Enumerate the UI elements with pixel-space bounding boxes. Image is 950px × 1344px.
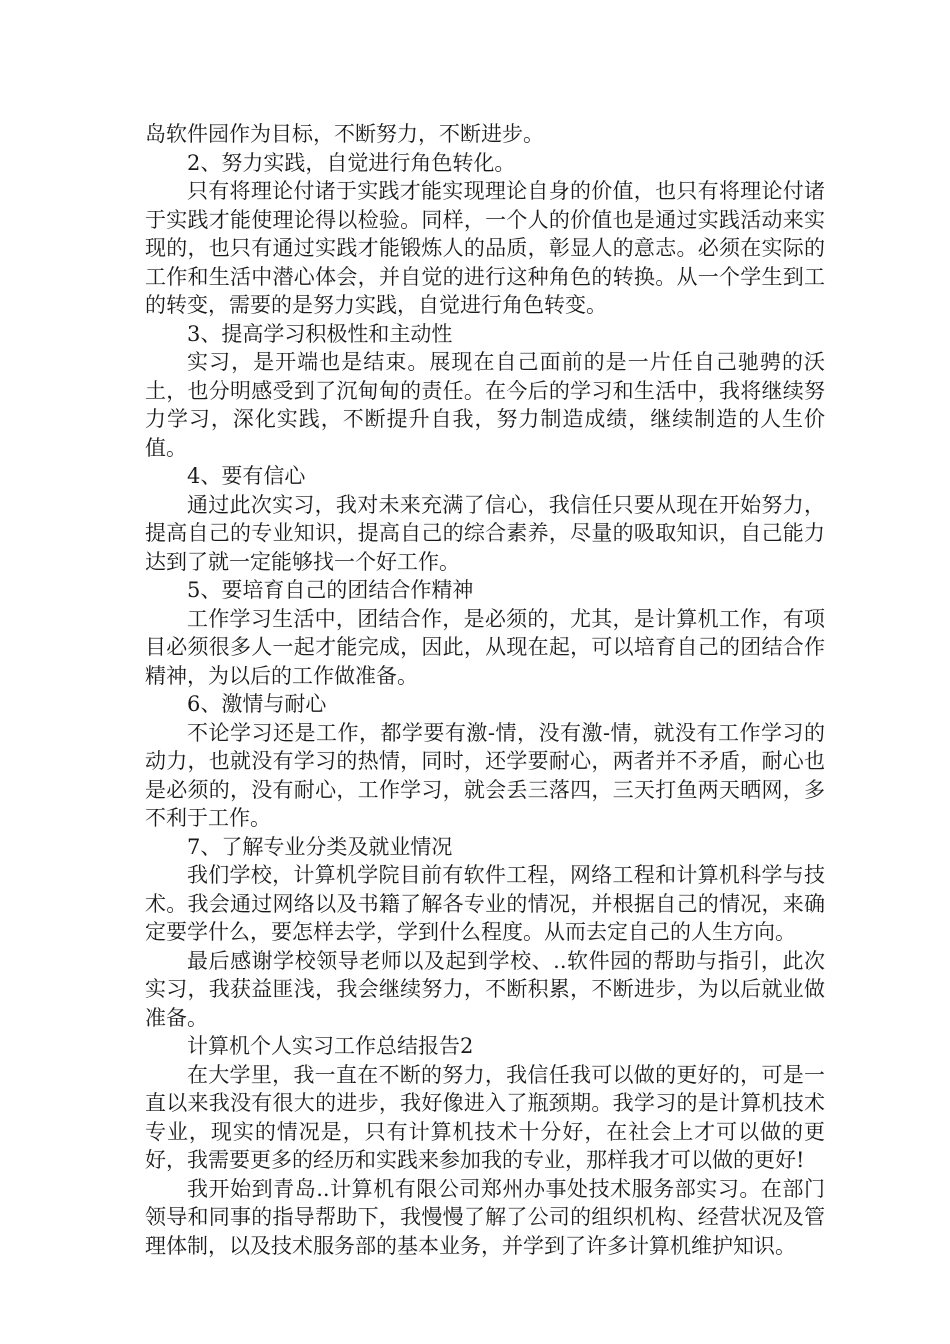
paragraph-continuation: 岛软件园作为目标，不断努力，不断进步。 xyxy=(145,122,544,146)
section-heading-5: 5、要培育自己的团结合作精神 xyxy=(187,578,474,602)
paragraph-teamwork: 工作学习生活中，团结合作，是必须的，尤其，是计算机工作，有项目必须很多人一起才能完成，因此，从现在起，可以培育自己的团结合作精神，为以后的工作做准备。 xyxy=(145,606,825,688)
report-title-2: 计算机个人实习工作总结报告2 xyxy=(187,1034,474,1058)
section-heading-2: 2、努力实践，自觉进行角色转化。 xyxy=(187,150,516,175)
document-body xyxy=(145,120,825,1260)
section-heading-4: 4、要有信心 xyxy=(187,464,306,488)
paragraph-university: 在大学里，我一直在不断的努力，我信任我可以做的更好的，可是一直以来我没有很大的进步，我好像进入了瓶颈期。我学习的是计算机技术专业，现实的情况是，只有计算机技术十分好，在社会上才可以做的更好，我需要更多的经历和实践来参加我的专业，那样我才可以做的更好! xyxy=(145,1062,825,1172)
section-heading-6: 6、激情与耐心 xyxy=(187,692,327,716)
paragraph-practice: 只有将理论付诸于实践才能实现理论自身的价值，也只有将理论付诸于实践才能使理论得以检验。同样，一个人的价值也是通过实践活动来实现的，也只有通过实践才能锻炼人的品质，彰显人的意志。必须在实际的工作和生活中潜心体会，并自觉的进行这种角色的转换。从一个学生到工的转变，需要的是努力实践，自觉进行角色转变。 xyxy=(145,179,825,317)
paragraph-internship-start: 我开始到青岛..计算机有限公司郑州办事处技术服务部实习。在部门领导和同事的指导帮助下，我慢慢了解了公司的组织机构、经营状况及管理体制，以及技术服务部的基本业务，并学到了许多计算机维护知识。 xyxy=(145,1176,825,1258)
paragraph-confidence: 通过此次实习，我对未来充满了信心，我信任只要从现在开始努力，提高自己的专业知识，提高自己的综合素养，尽量的吸取知识，自己能力达到了就一定能够找一个好工作。 xyxy=(145,492,825,574)
paragraph-initiative: 实习，是开端也是结束。展现在自己面前的是一片任自己驰骋的沃土，也分明感受到了沉甸甸的责任。在今后的学习和生活中，我将继续努力学习，深化实践，不断提升自我，努力制造成绩，继续制造的人生价值。 xyxy=(145,350,825,460)
paragraph-thanks: 最后感谢学校领导老师以及起到学校、..软件园的帮助与指引，此次实习，我获益匪浅，我会继续努力，不断积累，不断进步，为以后就业做准备。 xyxy=(145,948,825,1030)
section-heading-3: 3、提高学习积极性和主动性 xyxy=(187,321,453,346)
paragraph-passion: 不论学习还是工作，都学要有激-情，没有激-情，就没有工作学习的动力，也就没有学习的热情，同时，还学要耐心，两者并不矛盾，耐心也是必须的，没有耐心，工作学习，就会丢三落四，三天打鱼两天晒网，多不利于工作。 xyxy=(145,720,825,830)
section-heading-7: 7、了解专业分类及就业情况 xyxy=(187,834,453,859)
paragraph-majors: 我们学校，计算机学院目前有软件工程，网络工程和计算机科学与技术。我会通过网络以及书籍了解各专业的情况，并根据自己的情况，来确定要学什么，要怎样去学，学到什么程度。从而去定自己的人生方向。 xyxy=(145,863,825,944)
